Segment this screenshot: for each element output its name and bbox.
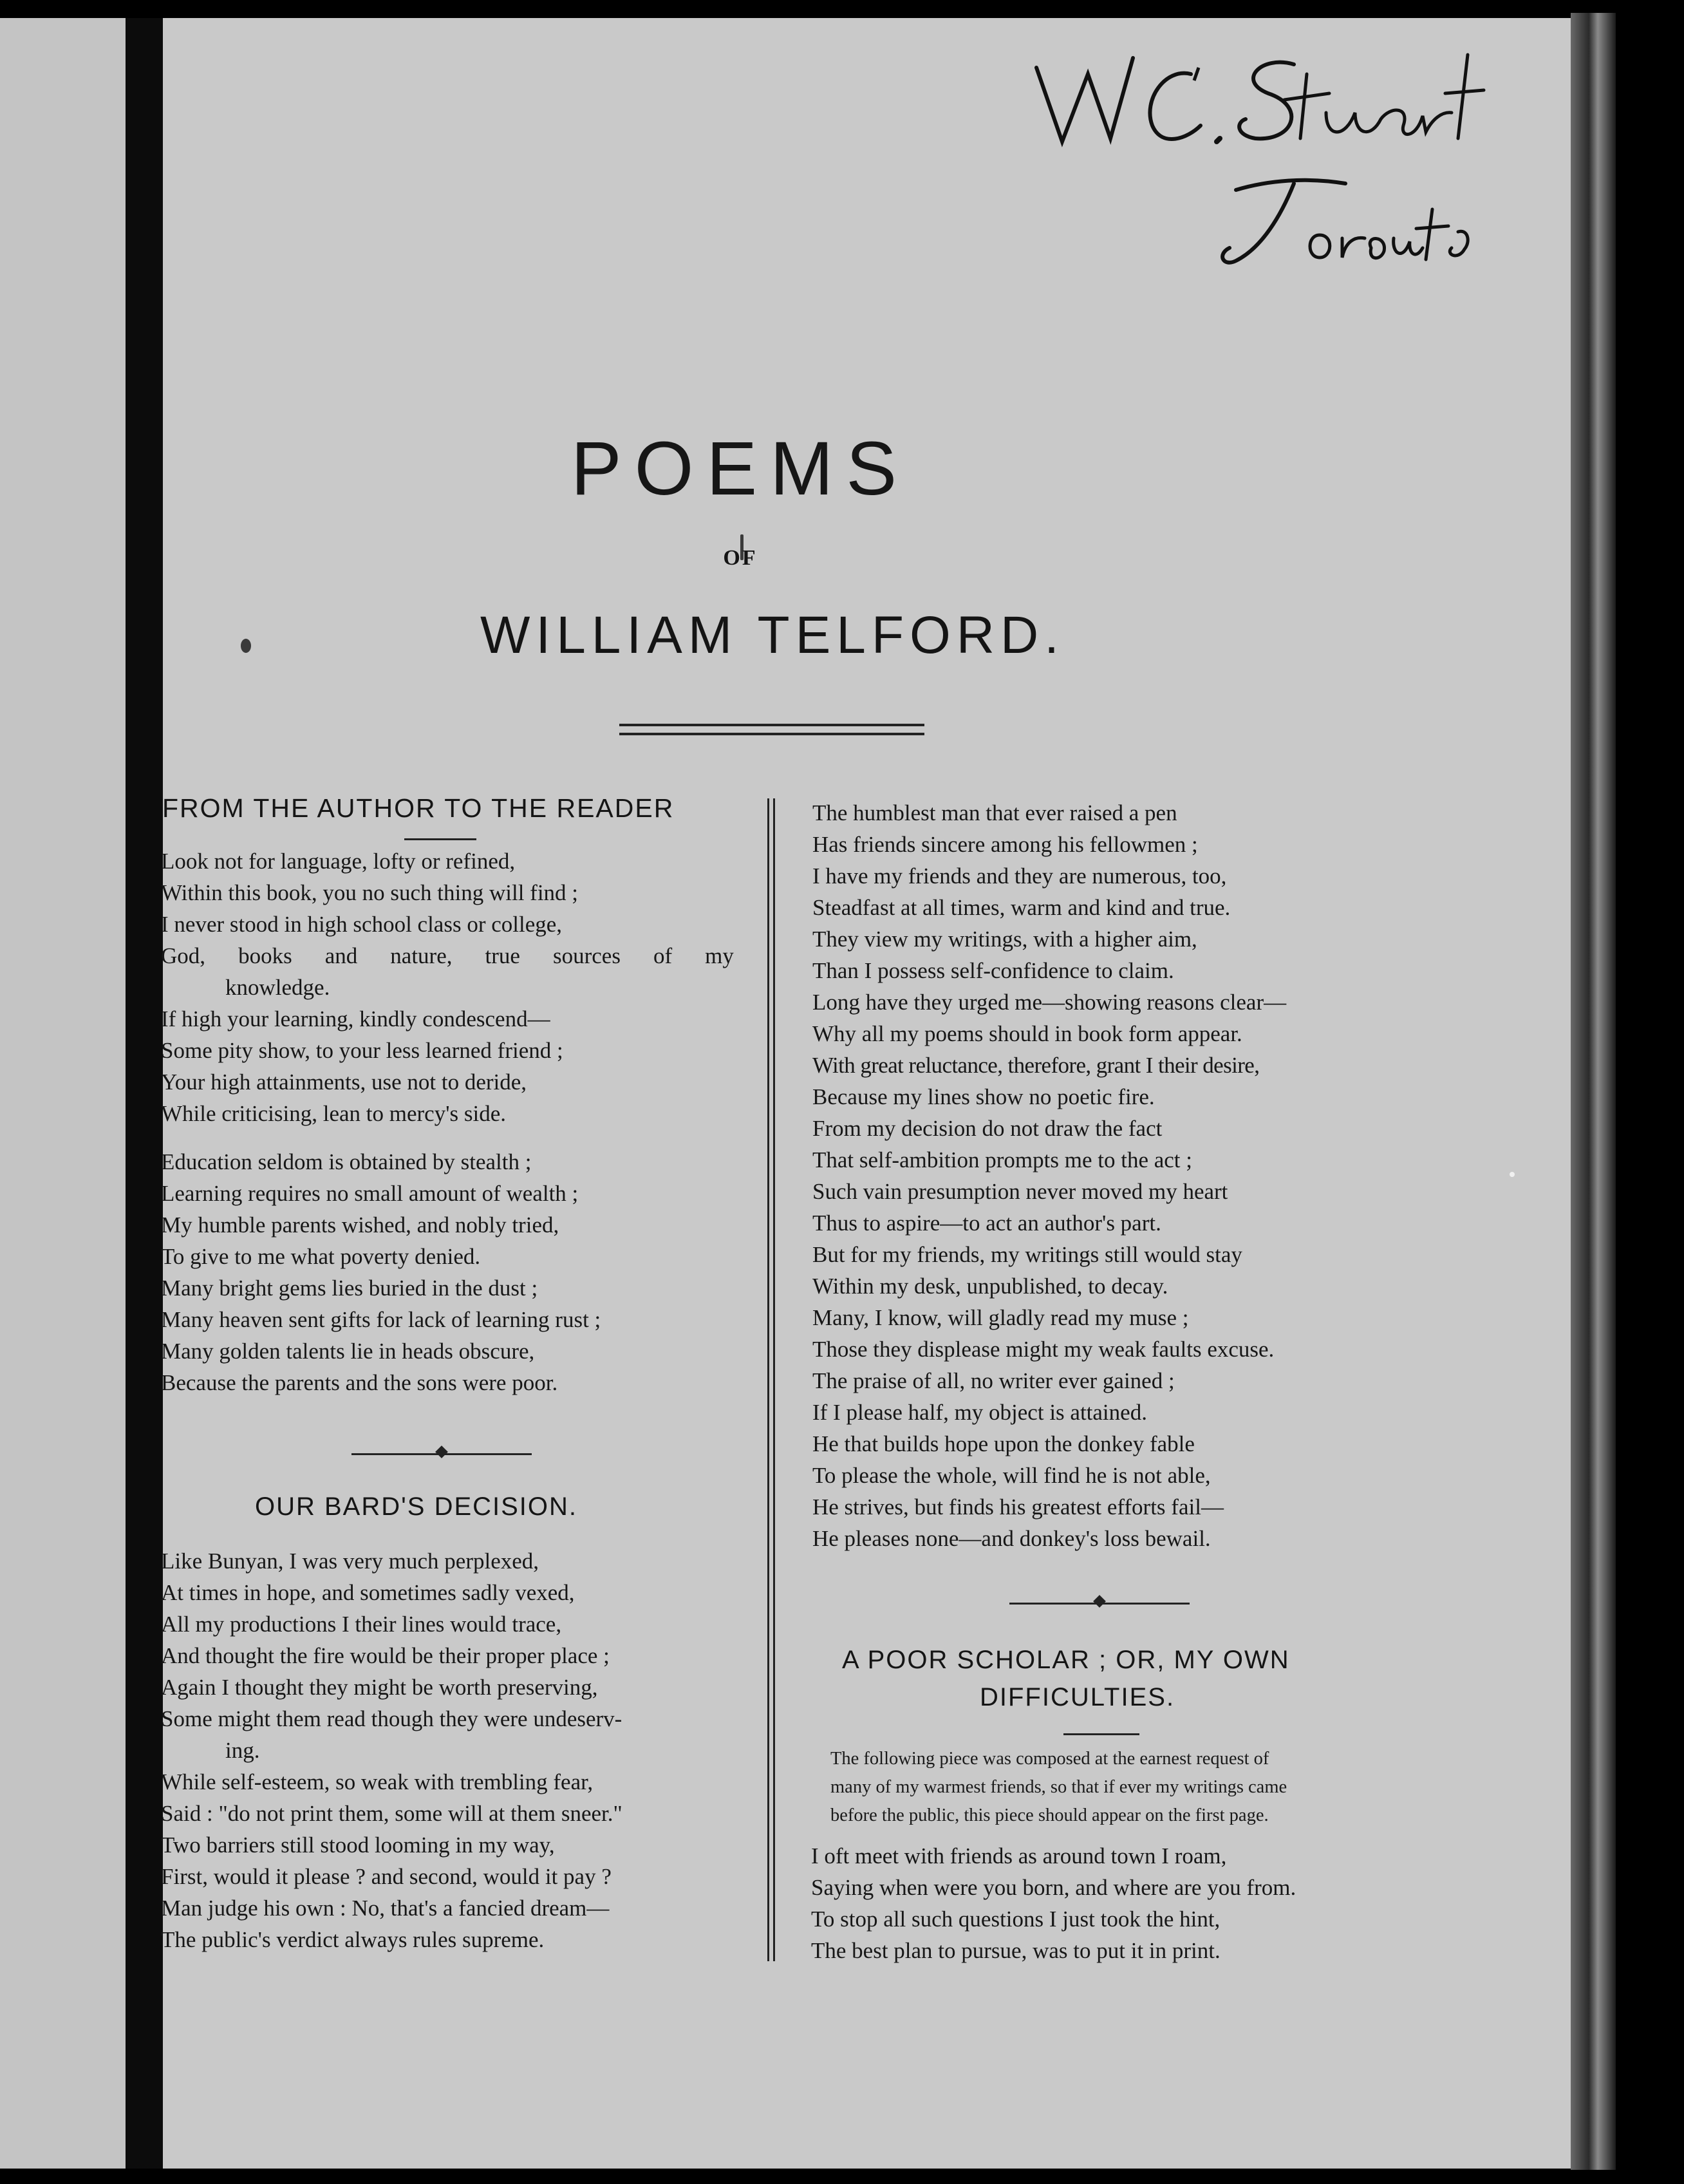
handwritten-signature — [1024, 29, 1487, 158]
handwritten-place — [1210, 164, 1481, 274]
poem-stanza — [161, 845, 734, 1398]
poem-line: That self-ambition prompts me to the act ; — [812, 1147, 1192, 1172]
poem-line: Man judge his own : No, that's a fancied dream— — [161, 1896, 610, 1921]
poem-line: Long have they urged me—showing reasons clear— — [812, 990, 1287, 1015]
paper-speck — [1510, 1172, 1515, 1177]
poem-line: Some pity show, to your less learned friend ; — [161, 1038, 563, 1063]
section-ornament — [351, 1441, 532, 1467]
poem-line: knowledge. — [225, 975, 330, 1000]
poem-line: If I please half, my object is attained. — [812, 1400, 1147, 1425]
author-note — [830, 1745, 1287, 1830]
poem-line: I never stood in high school class or college, — [161, 912, 563, 937]
poem-line: While criticising, lean to mercy's side. — [161, 1101, 507, 1126]
poem-line: Thus to aspire—to act an author's part. — [812, 1210, 1161, 1236]
poem-line: Like Bunyan, I was very much perplexed, — [161, 1549, 539, 1574]
poem-title: A POOR SCHOLAR ; OR, MY OWN — [842, 1646, 1290, 1674]
poem-line: Many golden talents lie in heads obscure, — [161, 1339, 535, 1364]
section-ornament — [1009, 1590, 1190, 1616]
note-line: The following piece was composed at the earnest request of — [830, 1749, 1269, 1769]
poem-line: To give to me what poverty denied. — [161, 1244, 481, 1269]
poem-line: He pleases none—and donkey's loss bewail. — [812, 1526, 1211, 1551]
paper-speck — [241, 639, 251, 653]
poem-line: Within my desk, unpublished, to decay. — [812, 1274, 1168, 1299]
poem-line: Steadfast at all times, warm and kind and true. — [812, 895, 1231, 920]
poem-line: Many bright gems lies buried in the dust ; — [161, 1276, 538, 1301]
poem-line: Because my lines show no poetic fire. — [812, 1084, 1155, 1109]
poem-line: Within this book, you no such thing will find ; — [161, 880, 579, 905]
heading-rule — [404, 838, 476, 840]
poem-line: Said : "do not print them, some will at them sneer." — [161, 1801, 622, 1826]
title-rule — [619, 724, 924, 735]
poem-line: Two barriers still stood looming in my way, — [161, 1832, 555, 1858]
poem-line: Because the parents and the sons were poor. — [161, 1370, 558, 1395]
poem-line: Learning requires no small amount of wealth ; — [161, 1181, 579, 1206]
poem-line: Many heaven sent gifts for lack of learning rust ; — [161, 1307, 601, 1332]
word: books — [238, 943, 292, 968]
poem-line: Has friends sincere among his fellowmen ; — [812, 832, 1198, 857]
poem-line: The praise of all, no writer ever gained ; — [812, 1368, 1175, 1393]
poem-line: To stop all such questions I just took the hint, — [811, 1906, 1221, 1932]
page-edge-right — [1571, 13, 1616, 2170]
poem-line: Education seldom is obtained by stealth ; — [161, 1149, 532, 1174]
poem-line: With great reluctance, therefore, grant I their desire, — [812, 1053, 1260, 1078]
poem-line: And thought the fire would be their proper place ; — [161, 1643, 610, 1668]
poem-line-justified — [161, 940, 734, 972]
poem-line: If high your learning, kindly condescend— — [161, 1006, 550, 1031]
poem-line: Many, I know, will gladly read my muse ; — [812, 1305, 1189, 1330]
poem-title-continued: DIFFICULTIES. — [980, 1683, 1175, 1711]
poem-line: The best plan to pursue, was to put it in print. — [811, 1938, 1221, 1963]
facing-page-edge — [0, 18, 126, 2169]
poem-line: Saying when were you born, and where are you from. — [811, 1875, 1296, 1900]
poem-line: Those they displease might my weak faults excuse. — [812, 1337, 1275, 1362]
word: true — [485, 943, 520, 968]
poem-line: Look not for language, lofty or refined, — [161, 849, 516, 874]
word: and — [324, 943, 358, 968]
poem-line: They view my writings, with a higher aim, — [812, 927, 1197, 952]
poem-line: At times in hope, and sometimes sadly vexed, — [161, 1580, 575, 1605]
word: my — [705, 943, 734, 968]
poem-line: But for my friends, my writings still would stay — [812, 1242, 1242, 1267]
word: sources — [552, 943, 621, 968]
poem-line: To please the whole, will find he is not able, — [812, 1463, 1211, 1488]
book-spine — [126, 18, 163, 2169]
poem-line: The humblest man that ever raised a pen — [812, 800, 1177, 825]
poem-line: I have my friends and they are numerous, too, — [812, 863, 1227, 889]
poem-stanza-continued — [812, 797, 1286, 1554]
poem-line: Your high attainments, use not to deride, — [161, 1069, 527, 1095]
poem-line: Again I thought they might be worth preserving, — [161, 1675, 598, 1700]
poem-line: My humble parents wished, and nobly tried, — [161, 1212, 559, 1238]
poem-title: FROM THE AUTHOR TO THE READER — [162, 793, 675, 823]
column-divider — [767, 798, 775, 1961]
poem-line: First, would it please ? and second, would it pay ? — [161, 1864, 612, 1889]
poem-line: He that builds hope upon the donkey fable — [812, 1431, 1195, 1456]
author-name: WILLIAM TELFORD. — [480, 606, 1065, 664]
heading-rule — [1063, 1733, 1139, 1735]
word: God, — [161, 943, 206, 968]
poem-line: Some might them read though they were undeserv- — [161, 1706, 622, 1731]
word: nature, — [390, 943, 453, 968]
poem-stanza — [811, 1840, 1296, 1966]
poem-line: From my decision do not draw the fact — [812, 1116, 1163, 1141]
poem-title: OUR BARD'S DECISION. — [255, 1492, 578, 1521]
word: of — [653, 943, 673, 968]
note-line: before the public, this piece should appear on the first page. — [830, 1805, 1269, 1825]
poem-line: Why all my poems should in book form appear. — [812, 1021, 1242, 1046]
poem-line: The public's verdict always rules supreme. — [161, 1927, 545, 1952]
poem-line: Than I possess self-confidence to claim. — [812, 958, 1174, 983]
poem-line: ing. — [225, 1738, 260, 1763]
title-of: OF — [723, 546, 758, 570]
poem-line: He strives, but finds his greatest efforts fail— — [812, 1494, 1224, 1520]
note-line: many of my warmest friends, so that if ever my writings came — [830, 1777, 1287, 1797]
poem-line: Such vain presumption never moved my heart — [812, 1179, 1228, 1204]
poem-line: I oft meet with friends as around town I roam, — [811, 1843, 1227, 1869]
poem-line: While self-esteem, so weak with trembling fear, — [161, 1769, 594, 1794]
book-title: POEMS — [570, 426, 910, 511]
poem-line: All my productions I their lines would trace, — [161, 1612, 562, 1637]
poem-stanza — [161, 1545, 622, 1955]
